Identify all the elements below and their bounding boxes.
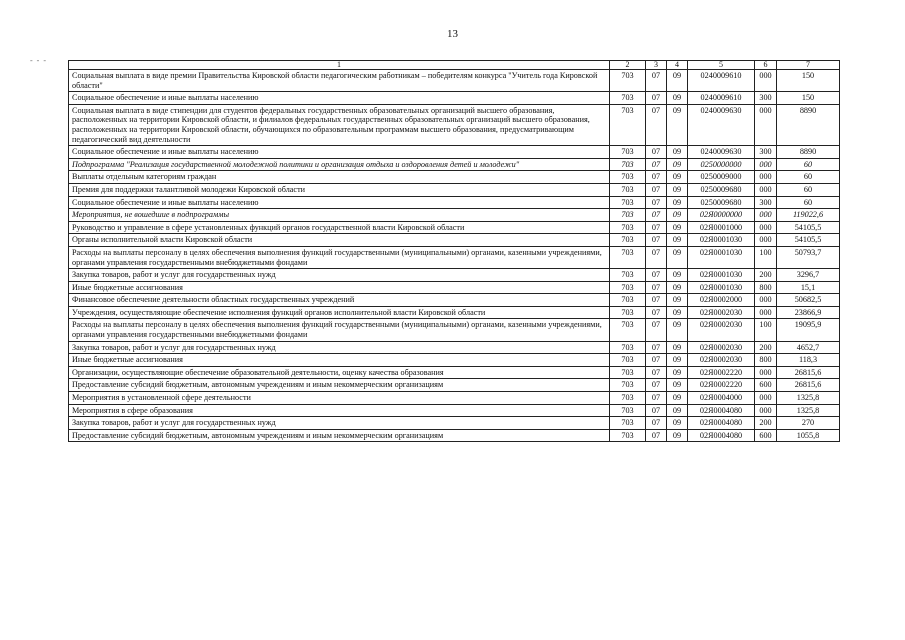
row-podrazdel-cell: 09 bbox=[667, 294, 688, 307]
row-csr-cell: 02Я0002000 bbox=[688, 294, 755, 307]
row-razdel-cell: 07 bbox=[646, 269, 667, 282]
row-csr-cell: 0250009000 bbox=[688, 171, 755, 184]
row-vr-cell: 800 bbox=[755, 354, 777, 367]
row-vedomstvo-cell: 703 bbox=[610, 209, 646, 222]
row-vr-cell: 200 bbox=[755, 417, 777, 430]
row-sum-cell: 8890 bbox=[777, 146, 840, 159]
row-sum-cell: 26815,6 bbox=[777, 366, 840, 379]
table-row bbox=[69, 379, 840, 392]
row-csr-cell: 02Я0004080 bbox=[688, 417, 755, 430]
row-razdel-cell: 07 bbox=[646, 319, 667, 341]
row-podrazdel-cell: 09 bbox=[667, 417, 688, 430]
row-name-cell: Социальное обеспечение и иные выплаты населению bbox=[69, 146, 610, 159]
table-row bbox=[69, 104, 840, 145]
row-csr-cell: 02Я0002220 bbox=[688, 379, 755, 392]
table-row bbox=[69, 319, 840, 341]
row-vr-cell: 000 bbox=[755, 392, 777, 405]
row-csr-cell: 02Я0002030 bbox=[688, 306, 755, 319]
table-row bbox=[69, 183, 840, 196]
column-header-3: 3 bbox=[646, 61, 667, 70]
row-csr-cell: 0240009630 bbox=[688, 104, 755, 145]
row-vedomstvo-cell: 703 bbox=[610, 146, 646, 159]
row-name-cell: Подпрограмма "Реализация государственной молодежной политики и организация отдыха и оздоровления детей и молодежи" bbox=[69, 158, 610, 171]
row-name-cell: Закупка товаров, работ и услуг для государственных нужд bbox=[69, 269, 610, 282]
row-vr-cell: 200 bbox=[755, 341, 777, 354]
row-vedomstvo-cell: 703 bbox=[610, 392, 646, 405]
row-vr-cell: 000 bbox=[755, 404, 777, 417]
row-csr-cell: 0250009680 bbox=[688, 183, 755, 196]
row-vr-cell: 600 bbox=[755, 429, 777, 442]
row-vedomstvo-cell: 703 bbox=[610, 104, 646, 145]
table-row bbox=[69, 146, 840, 159]
row-razdel-cell: 07 bbox=[646, 209, 667, 222]
table-row bbox=[69, 209, 840, 222]
row-vedomstvo-cell: 703 bbox=[610, 429, 646, 442]
row-name-cell: Закупка товаров, работ и услуг для государственных нужд bbox=[69, 417, 610, 430]
row-razdel-cell: 07 bbox=[646, 146, 667, 159]
row-podrazdel-cell: 09 bbox=[667, 158, 688, 171]
row-podrazdel-cell: 09 bbox=[667, 221, 688, 234]
row-csr-cell: 0250009680 bbox=[688, 196, 755, 209]
row-vedomstvo-cell: 703 bbox=[610, 319, 646, 341]
row-csr-cell: 02Я0001030 bbox=[688, 246, 755, 268]
row-vr-cell: 100 bbox=[755, 319, 777, 341]
row-vedomstvo-cell: 703 bbox=[610, 196, 646, 209]
row-vr-cell: 000 bbox=[755, 70, 777, 92]
row-csr-cell: 0240009610 bbox=[688, 70, 755, 92]
column-header-4: 4 bbox=[667, 61, 688, 70]
row-razdel-cell: 07 bbox=[646, 392, 667, 405]
row-vr-cell: 100 bbox=[755, 246, 777, 268]
row-vedomstvo-cell: 703 bbox=[610, 417, 646, 430]
row-razdel-cell: 07 bbox=[646, 366, 667, 379]
row-razdel-cell: 07 bbox=[646, 183, 667, 196]
row-razdel-cell: 07 bbox=[646, 294, 667, 307]
row-vr-cell: 000 bbox=[755, 366, 777, 379]
row-razdel-cell: 07 bbox=[646, 92, 667, 105]
table-row bbox=[69, 269, 840, 282]
row-csr-cell: 02Я0002030 bbox=[688, 354, 755, 367]
row-podrazdel-cell: 09 bbox=[667, 392, 688, 405]
margin-mark: - - - bbox=[30, 56, 47, 65]
row-sum-cell: 60 bbox=[777, 196, 840, 209]
row-sum-cell: 3296,7 bbox=[777, 269, 840, 282]
row-podrazdel-cell: 09 bbox=[667, 246, 688, 268]
row-csr-cell: 02Я0004080 bbox=[688, 429, 755, 442]
row-csr-cell: 02Я0004000 bbox=[688, 392, 755, 405]
column-header-5: 5 bbox=[688, 61, 755, 70]
row-sum-cell: 60 bbox=[777, 183, 840, 196]
row-name-cell: Органы исполнительной власти Кировской области bbox=[69, 234, 610, 247]
budget-table bbox=[68, 60, 840, 442]
row-podrazdel-cell: 09 bbox=[667, 341, 688, 354]
row-csr-cell: 02Я0004080 bbox=[688, 404, 755, 417]
row-sum-cell: 1325,8 bbox=[777, 392, 840, 405]
row-name-cell: Социальная выплата в виде премии Правительства Кировской области педагогическим работникам – победителям конкурса "Учитель года Кировской области" bbox=[69, 70, 610, 92]
row-name-cell: Финансовое обеспечение деятельности областных государственных учреждений bbox=[69, 294, 610, 307]
row-vedomstvo-cell: 703 bbox=[610, 234, 646, 247]
row-vedomstvo-cell: 703 bbox=[610, 379, 646, 392]
row-razdel-cell: 07 bbox=[646, 158, 667, 171]
row-vr-cell: 300 bbox=[755, 92, 777, 105]
row-razdel-cell: 07 bbox=[646, 70, 667, 92]
table-row bbox=[69, 234, 840, 247]
row-sum-cell: 54105,5 bbox=[777, 234, 840, 247]
column-header-7: 7 bbox=[777, 61, 840, 70]
row-podrazdel-cell: 09 bbox=[667, 281, 688, 294]
row-razdel-cell: 07 bbox=[646, 341, 667, 354]
row-razdel-cell: 07 bbox=[646, 234, 667, 247]
row-vr-cell: 000 bbox=[755, 104, 777, 145]
row-name-cell: Социальное обеспечение и иные выплаты населению bbox=[69, 92, 610, 105]
row-vedomstvo-cell: 703 bbox=[610, 281, 646, 294]
row-podrazdel-cell: 09 bbox=[667, 306, 688, 319]
row-razdel-cell: 07 bbox=[646, 104, 667, 145]
table-row bbox=[69, 158, 840, 171]
row-sum-cell: 150 bbox=[777, 70, 840, 92]
table-header-row bbox=[69, 61, 840, 70]
column-header-1: 1 bbox=[69, 61, 610, 70]
row-vedomstvo-cell: 703 bbox=[610, 221, 646, 234]
row-csr-cell: 0240009610 bbox=[688, 92, 755, 105]
row-vedomstvo-cell: 703 bbox=[610, 404, 646, 417]
row-razdel-cell: 07 bbox=[646, 171, 667, 184]
table-row bbox=[69, 306, 840, 319]
row-razdel-cell: 07 bbox=[646, 196, 667, 209]
row-vr-cell: 000 bbox=[755, 158, 777, 171]
table-row bbox=[69, 70, 840, 92]
row-razdel-cell: 07 bbox=[646, 429, 667, 442]
row-csr-cell: 02Я0001000 bbox=[688, 221, 755, 234]
row-podrazdel-cell: 09 bbox=[667, 269, 688, 282]
row-vr-cell: 800 bbox=[755, 281, 777, 294]
row-podrazdel-cell: 09 bbox=[667, 319, 688, 341]
row-vedomstvo-cell: 703 bbox=[610, 294, 646, 307]
row-csr-cell: 0240009630 bbox=[688, 146, 755, 159]
table-row bbox=[69, 281, 840, 294]
row-vedomstvo-cell: 703 bbox=[610, 306, 646, 319]
row-vedomstvo-cell: 703 bbox=[610, 158, 646, 171]
row-sum-cell: 60 bbox=[777, 171, 840, 184]
row-csr-cell: 02Я0001030 bbox=[688, 269, 755, 282]
row-vedomstvo-cell: 703 bbox=[610, 92, 646, 105]
row-sum-cell: 4652,7 bbox=[777, 341, 840, 354]
row-name-cell: Предоставление субсидий бюджетным, автономным учреждениям и иным некоммерческим организациям bbox=[69, 379, 610, 392]
row-name-cell: Расходы на выплаты персоналу в целях обеспечения выполнения функций государственными (муниципальными) органами, казенными учреждениями, органами управления государственными внебюджетными фондами bbox=[69, 319, 610, 341]
row-csr-cell: 02Я0000000 bbox=[688, 209, 755, 222]
row-csr-cell: 02Я0002220 bbox=[688, 366, 755, 379]
row-razdel-cell: 07 bbox=[646, 306, 667, 319]
row-sum-cell: 23866,9 bbox=[777, 306, 840, 319]
row-razdel-cell: 07 bbox=[646, 354, 667, 367]
table-row bbox=[69, 171, 840, 184]
row-sum-cell: 8890 bbox=[777, 104, 840, 145]
table-row bbox=[69, 417, 840, 430]
row-name-cell: Иные бюджетные ассигнования bbox=[69, 281, 610, 294]
row-vedomstvo-cell: 703 bbox=[610, 70, 646, 92]
row-sum-cell: 26815,6 bbox=[777, 379, 840, 392]
row-name-cell: Учреждения, осуществляющие обеспечение исполнения функций органов исполнительной власти Кировской области bbox=[69, 306, 610, 319]
row-name-cell: Социальное обеспечение и иные выплаты населению bbox=[69, 196, 610, 209]
table-row bbox=[69, 341, 840, 354]
row-vedomstvo-cell: 703 bbox=[610, 246, 646, 268]
row-csr-cell: 0250000000 bbox=[688, 158, 755, 171]
row-razdel-cell: 07 bbox=[646, 404, 667, 417]
row-name-cell: Мероприятия, не вошедшие в подпрограммы bbox=[69, 209, 610, 222]
row-vedomstvo-cell: 703 bbox=[610, 183, 646, 196]
row-podrazdel-cell: 09 bbox=[667, 379, 688, 392]
row-razdel-cell: 07 bbox=[646, 221, 667, 234]
row-name-cell: Мероприятия в сфере образования bbox=[69, 404, 610, 417]
table-row bbox=[69, 366, 840, 379]
row-vr-cell: 000 bbox=[755, 183, 777, 196]
row-vr-cell: 000 bbox=[755, 234, 777, 247]
row-vr-cell: 200 bbox=[755, 269, 777, 282]
row-vr-cell: 600 bbox=[755, 379, 777, 392]
table-row bbox=[69, 92, 840, 105]
row-vedomstvo-cell: 703 bbox=[610, 366, 646, 379]
table-row bbox=[69, 196, 840, 209]
row-vr-cell: 300 bbox=[755, 196, 777, 209]
row-sum-cell: 1055,8 bbox=[777, 429, 840, 442]
row-sum-cell: 119022,6 bbox=[777, 209, 840, 222]
row-vr-cell: 000 bbox=[755, 294, 777, 307]
row-vedomstvo-cell: 703 bbox=[610, 354, 646, 367]
row-csr-cell: 02Я0001030 bbox=[688, 281, 755, 294]
table-row bbox=[69, 404, 840, 417]
row-vr-cell: 000 bbox=[755, 209, 777, 222]
table-body bbox=[69, 70, 840, 442]
row-razdel-cell: 07 bbox=[646, 246, 667, 268]
page-number: 13 bbox=[447, 28, 458, 40]
row-podrazdel-cell: 09 bbox=[667, 366, 688, 379]
table-row bbox=[69, 392, 840, 405]
table-row bbox=[69, 221, 840, 234]
row-csr-cell: 02Я0002030 bbox=[688, 341, 755, 354]
row-podrazdel-cell: 09 bbox=[667, 70, 688, 92]
row-vedomstvo-cell: 703 bbox=[610, 341, 646, 354]
row-name-cell: Расходы на выплаты персоналу в целях обеспечения выполнения функций государственными (муниципальными) органами, казенными учреждениями, органами управления государственными внебюджетными фондами bbox=[69, 246, 610, 268]
row-podrazdel-cell: 09 bbox=[667, 429, 688, 442]
row-sum-cell: 60 bbox=[777, 158, 840, 171]
row-name-cell: Организации, осуществляющие обеспечение образовательной деятельности, оценку качества образования bbox=[69, 366, 610, 379]
table-row bbox=[69, 294, 840, 307]
row-vr-cell: 000 bbox=[755, 306, 777, 319]
row-podrazdel-cell: 09 bbox=[667, 209, 688, 222]
row-sum-cell: 19095,9 bbox=[777, 319, 840, 341]
row-sum-cell: 270 bbox=[777, 417, 840, 430]
row-sum-cell: 54105,5 bbox=[777, 221, 840, 234]
row-name-cell: Иные бюджетные ассигнования bbox=[69, 354, 610, 367]
row-podrazdel-cell: 09 bbox=[667, 104, 688, 145]
row-sum-cell: 1325,8 bbox=[777, 404, 840, 417]
row-vr-cell: 300 bbox=[755, 146, 777, 159]
row-csr-cell: 02Я0001030 bbox=[688, 234, 755, 247]
row-podrazdel-cell: 09 bbox=[667, 183, 688, 196]
row-vedomstvo-cell: 703 bbox=[610, 269, 646, 282]
row-csr-cell: 02Я0002030 bbox=[688, 319, 755, 341]
row-sum-cell: 150 bbox=[777, 92, 840, 105]
row-sum-cell: 50682,5 bbox=[777, 294, 840, 307]
row-name-cell: Закупка товаров, работ и услуг для государственных нужд bbox=[69, 341, 610, 354]
row-vr-cell: 000 bbox=[755, 171, 777, 184]
row-podrazdel-cell: 09 bbox=[667, 92, 688, 105]
row-name-cell: Социальная выплата в виде стипендии для студентов федеральных государственных образовательных организаций высшего образования, расположенных на территории Кировской области, и филиалов федеральных государственных образовательных организаций высшего образования, расположенных на территории Кировской области, обучающихся по образовательным программам высшего образования, предусматривающим педагогический вид деятельности bbox=[69, 104, 610, 145]
row-sum-cell: 50793,7 bbox=[777, 246, 840, 268]
row-vedomstvo-cell: 703 bbox=[610, 171, 646, 184]
table-row bbox=[69, 246, 840, 268]
row-vr-cell: 000 bbox=[755, 221, 777, 234]
row-sum-cell: 118,3 bbox=[777, 354, 840, 367]
row-name-cell: Выплаты отдельным категориям граждан bbox=[69, 171, 610, 184]
row-razdel-cell: 07 bbox=[646, 417, 667, 430]
row-name-cell: Мероприятия в установленной сфере деятельности bbox=[69, 392, 610, 405]
row-name-cell: Предоставление субсидий бюджетным, автономным учреждениям и иным некоммерческим организациям bbox=[69, 429, 610, 442]
column-header-6: 6 bbox=[755, 61, 777, 70]
row-razdel-cell: 07 bbox=[646, 379, 667, 392]
row-podrazdel-cell: 09 bbox=[667, 196, 688, 209]
table-row bbox=[69, 429, 840, 442]
row-podrazdel-cell: 09 bbox=[667, 234, 688, 247]
row-sum-cell: 15,1 bbox=[777, 281, 840, 294]
row-podrazdel-cell: 09 bbox=[667, 171, 688, 184]
row-name-cell: Премия для поддержки талантливой молодежи Кировской области bbox=[69, 183, 610, 196]
table-row bbox=[69, 354, 840, 367]
row-podrazdel-cell: 09 bbox=[667, 146, 688, 159]
row-razdel-cell: 07 bbox=[646, 281, 667, 294]
row-name-cell: Руководство и управление в сфере установленных функций органов государственной власти Кировской области bbox=[69, 221, 610, 234]
row-podrazdel-cell: 09 bbox=[667, 404, 688, 417]
row-podrazdel-cell: 09 bbox=[667, 354, 688, 367]
column-header-2: 2 bbox=[610, 61, 646, 70]
